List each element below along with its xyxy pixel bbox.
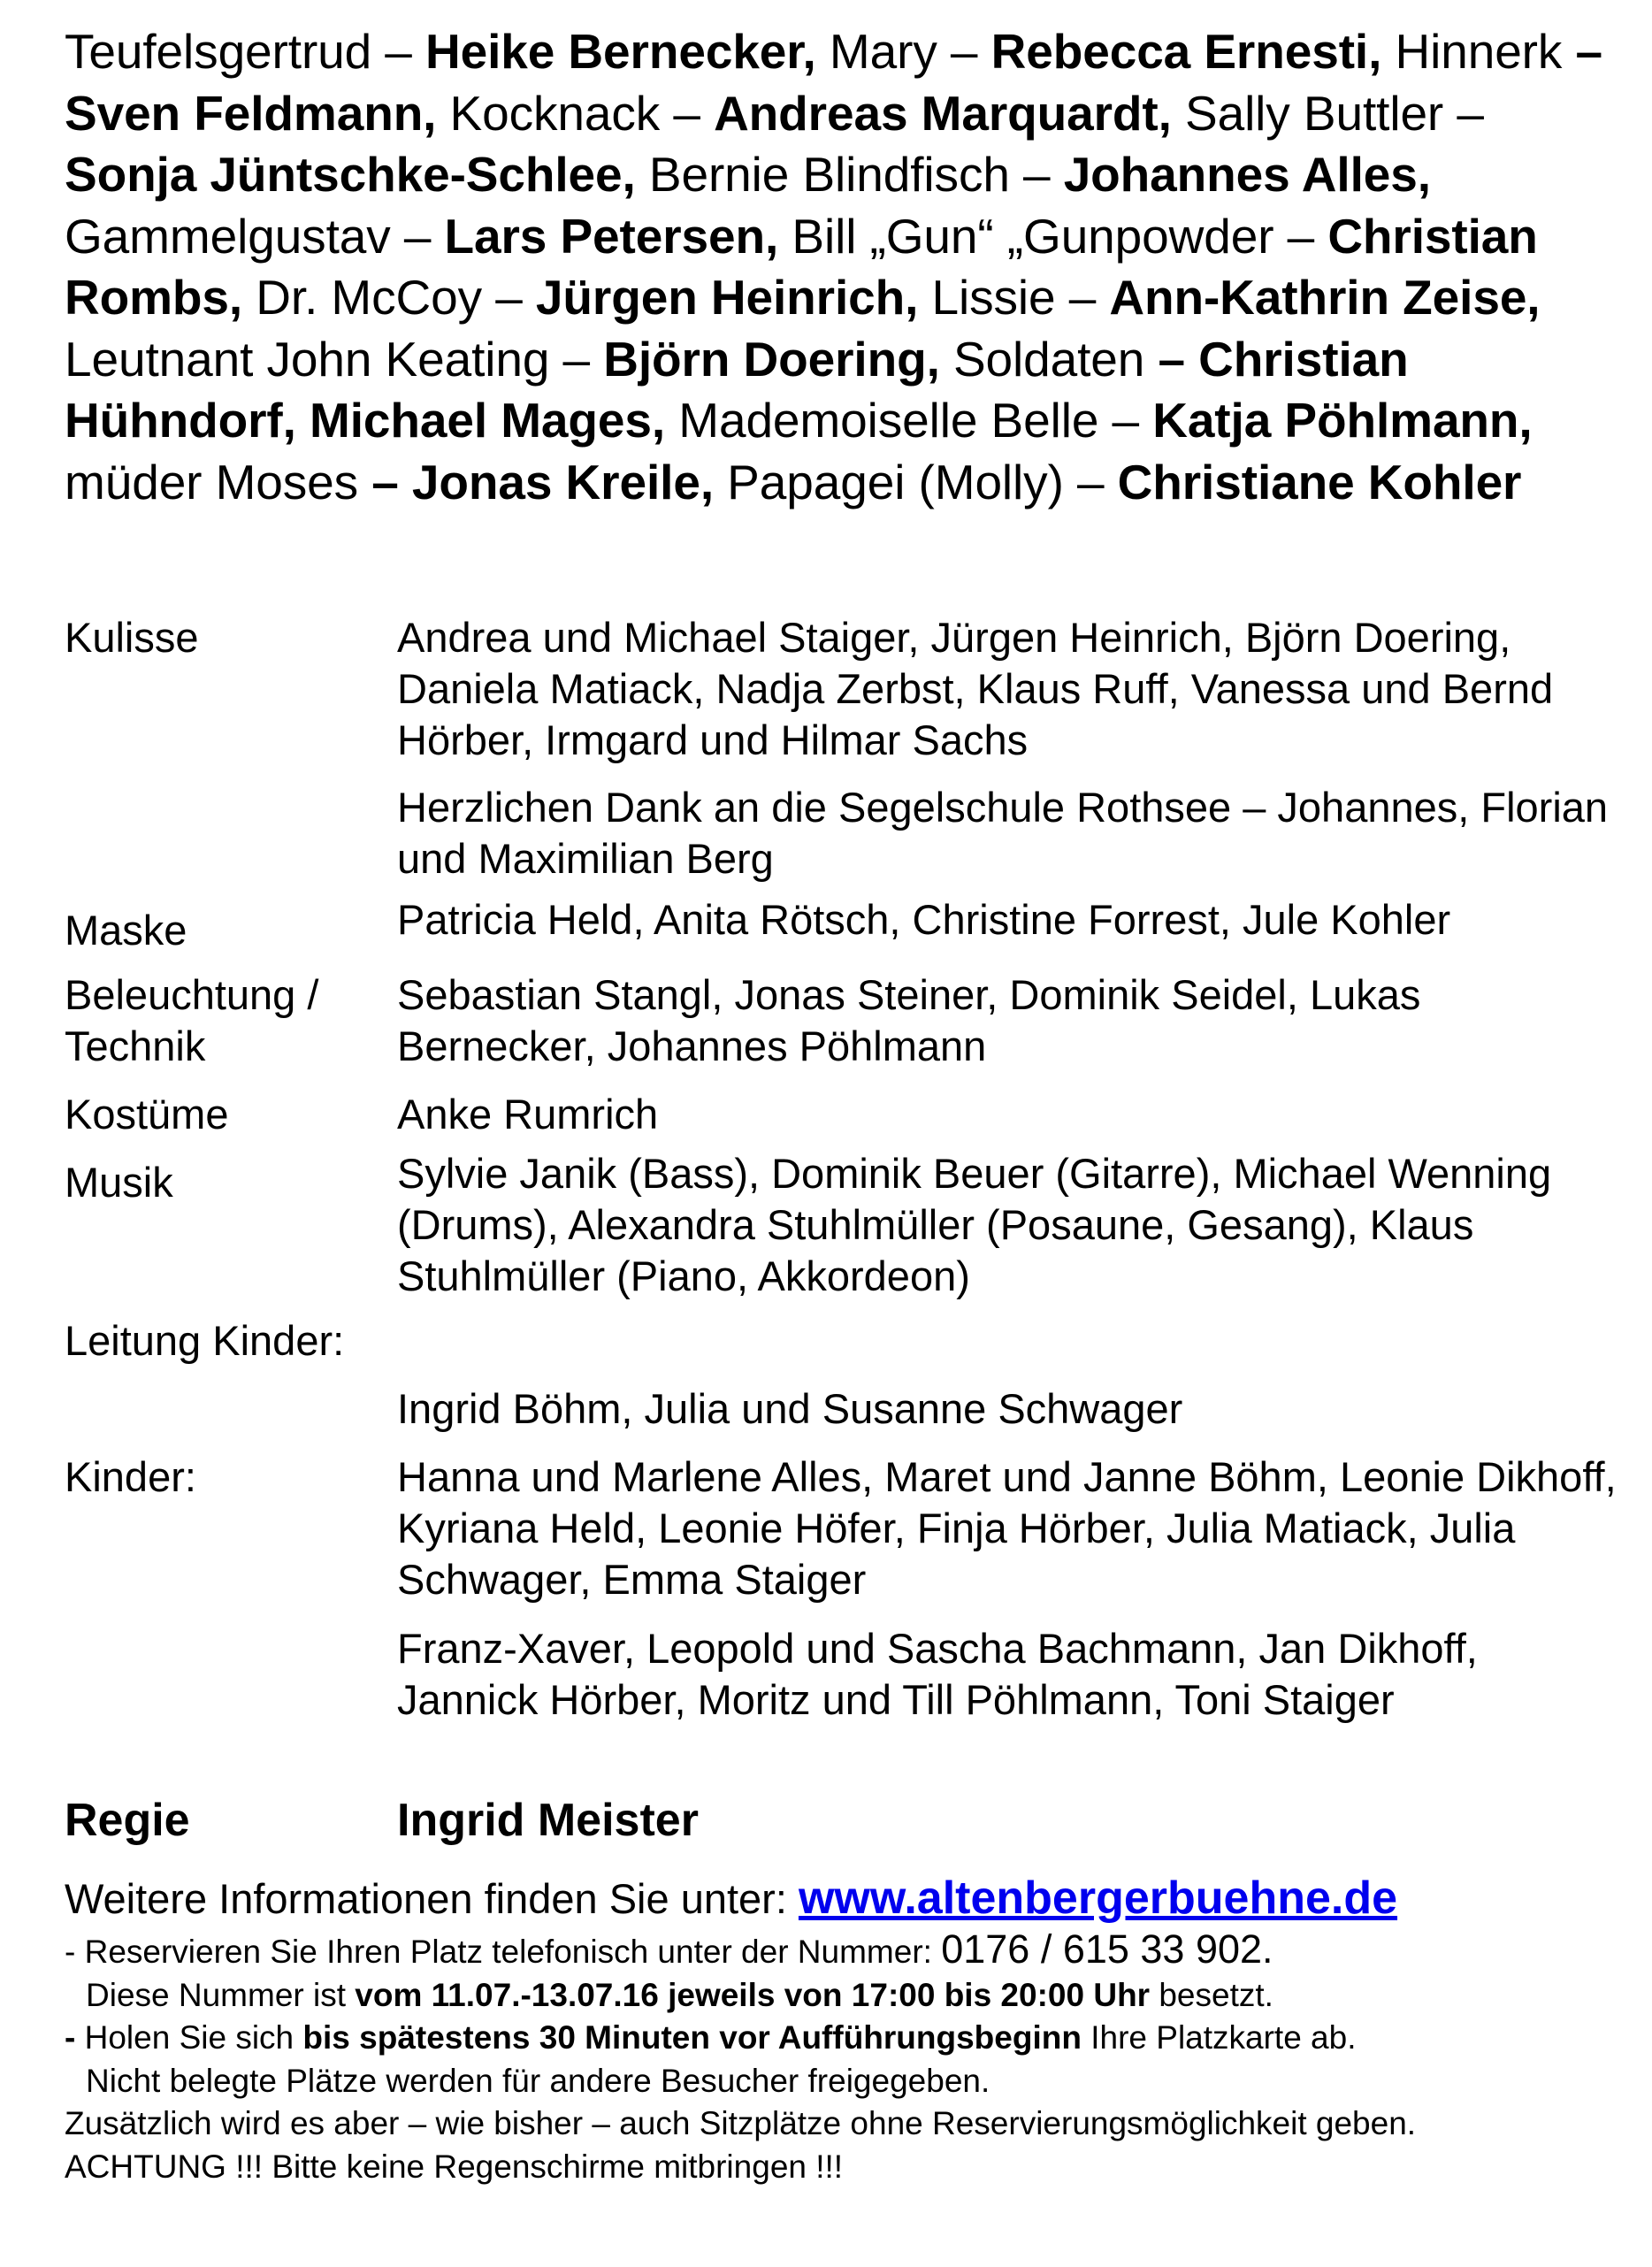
cast-actor: Johannes Alles, bbox=[1063, 147, 1431, 202]
crew-label: Kostüme bbox=[65, 1091, 229, 1137]
cast-actor: Rebecca Ernesti, bbox=[990, 24, 1382, 79]
cast-actor: – Jonas Kreile, bbox=[371, 454, 714, 509]
cast-actor: Heike Bernecker, bbox=[424, 24, 816, 79]
info-line bbox=[65, 1873, 1621, 1925]
cast-actor: Sonja Jüntschke-Schlee, bbox=[65, 147, 636, 202]
cast-role: Bill „Gun“ „Gunpowder – bbox=[778, 208, 1328, 264]
cast-role: Lissie – bbox=[918, 270, 1110, 325]
cast-actor: Björn Doering, bbox=[603, 331, 940, 387]
note-hours-bold: vom 11.07.-13.07.16 jeweils von 17:00 bis 20:00 Uhr bbox=[355, 1976, 1151, 2013]
cast-actor: Ann-Kathrin Zeise, bbox=[1109, 270, 1541, 325]
note-release: Nicht belegte Plätze werden für andere Besucher freigegeben. bbox=[86, 2062, 990, 2099]
note-hours bbox=[65, 1974, 1639, 2018]
crew-value: Ingrid Meister bbox=[397, 1795, 699, 1846]
website-link[interactable]: www.altenbergerbuehne.de bbox=[798, 1873, 1398, 1924]
crew-value: Herzlichen Dank an die Segelschule Rothsee – Johannes, Florian und Maximilian Berg bbox=[397, 784, 1609, 882]
note-seats: Zusätzlich wird es aber – wie bisher – auch Sitzplätze ohne Reservierungsmöglichkeit geben. bbox=[65, 2105, 1417, 2141]
crew-label: Regie bbox=[65, 1795, 190, 1846]
crew-value: Franz-Xaver, Leopold und Sascha Bachmann, Jan Dikhoff, Jannick Hörber, Moritz und Till Pöhlmann, Toni Staiger bbox=[397, 1625, 1478, 1723]
crew-label-line: Technik bbox=[65, 1022, 206, 1069]
crew-value: Patricia Held, Anita Rötsch, Christine Forrest, Jule Kohler bbox=[397, 896, 1451, 943]
crew-value: Sylvie Janik (Bass), Dominik Beuer (Gitarre), Michael Wenning (Drums), Alexandra Stuhlmüller (Posaune, Gesang), Klaus Stuhlmüller (Piano, Akkordeon) bbox=[397, 1150, 1552, 1299]
cast-actor: Jürgen Heinrich, bbox=[535, 270, 919, 325]
cast-role: Dr. McCoy – bbox=[242, 270, 536, 325]
crew-value: Ingrid Böhm, Julia und Susanne Schwager bbox=[397, 1385, 1183, 1432]
crew-value: Hanna und Marlene Alles, Maret und Janne Böhm, Leonie Dikhoff, Kyriana Held, Leonie Höfer, Finja Hörber, Julia Matiack, Julia Schwager, Emma Staiger bbox=[397, 1453, 1617, 1603]
cast-actor: Christiane Kohler bbox=[1117, 454, 1522, 509]
note-pickup bbox=[65, 2017, 1639, 2060]
reservation-notes bbox=[65, 1928, 1639, 2188]
cast-role: Mademoiselle Belle – bbox=[665, 393, 1153, 448]
cast-role: Soldaten bbox=[939, 331, 1159, 387]
cast-actor: Katja Pöhlmann, bbox=[1152, 393, 1533, 448]
crew-value: Andrea und Michael Staiger, Jürgen Heinrich, Björn Doering, Daniela Matiack, Nadja Zerbst, Klaus Ruff, Vanessa und Bernd Hörber, Irmgard und Hilmar Sachs bbox=[397, 614, 1554, 763]
note-text: - Reservieren Sie Ihren Platz telefonisch unter der Nummer: bbox=[65, 1934, 942, 1970]
crew-label: Leitung Kinder: bbox=[65, 1317, 345, 1364]
cast-actor: – Christian Hühndorf, Michael Mages, bbox=[65, 331, 1409, 448]
crew-label-line: Beleuchtung / bbox=[65, 971, 319, 1018]
note-text: besetzt. bbox=[1150, 1976, 1273, 2013]
crew-label: Kulisse bbox=[65, 614, 199, 661]
cast-role: Papagei (Molly) – bbox=[714, 454, 1118, 509]
note-reservation bbox=[65, 1928, 1639, 1974]
cast-actor: Andreas Marquardt, bbox=[714, 85, 1172, 141]
cast-role: Teufelsgertrud – bbox=[65, 24, 425, 79]
crew-label: Musik bbox=[65, 1159, 173, 1206]
cast-role: müder Moses bbox=[65, 454, 372, 509]
crew-label: Kinder: bbox=[65, 1453, 196, 1500]
note-text: Holen Sie sich bbox=[84, 2019, 303, 2056]
cast-role: Mary – bbox=[815, 24, 991, 79]
cast-actor: Christian Rombs, bbox=[65, 208, 1538, 325]
cast-role: Sally Buttler – bbox=[1171, 85, 1484, 141]
cast-actor: Lars Petersen, bbox=[444, 208, 779, 264]
note-text: Ihre Platzkarte ab. bbox=[1081, 2019, 1357, 2056]
crew-value: Sebastian Stangl, Jonas Steiner, Dominik Seidel, Lukas Bernecker, Johannes Pöhlmann bbox=[397, 971, 1421, 1069]
crew-label bbox=[65, 969, 392, 1072]
note-pickup-bold: bis spätestens 30 Minuten vor Aufführungsbeginn bbox=[302, 2019, 1082, 2056]
cast-role: Kocknack – bbox=[436, 85, 715, 141]
info-text: Weitere Informationen finden Sie unter: bbox=[65, 1875, 799, 1922]
note-dash: - bbox=[65, 2019, 85, 2056]
phone-number: 0176 / 615 33 902. bbox=[941, 1926, 1273, 1972]
cast-role: Leutnant John Keating – bbox=[65, 331, 604, 387]
crew-value: Anke Rumrich bbox=[397, 1091, 659, 1137]
note-umbrella: ACHTUNG !!! Bitte keine Regenschirme mitbringen !!! bbox=[65, 2148, 844, 2185]
cast-actor: – Sven Feldmann, bbox=[65, 24, 1602, 141]
cast-role: Hinnerk bbox=[1381, 24, 1576, 79]
crew-label: Maske bbox=[65, 907, 187, 954]
cast-role: Bernie Blindfisch – bbox=[635, 147, 1064, 202]
note-text: Diese Nummer ist bbox=[86, 1976, 356, 2013]
cast-role: Gammelgustav – bbox=[65, 208, 445, 264]
cast-list bbox=[65, 21, 1603, 513]
